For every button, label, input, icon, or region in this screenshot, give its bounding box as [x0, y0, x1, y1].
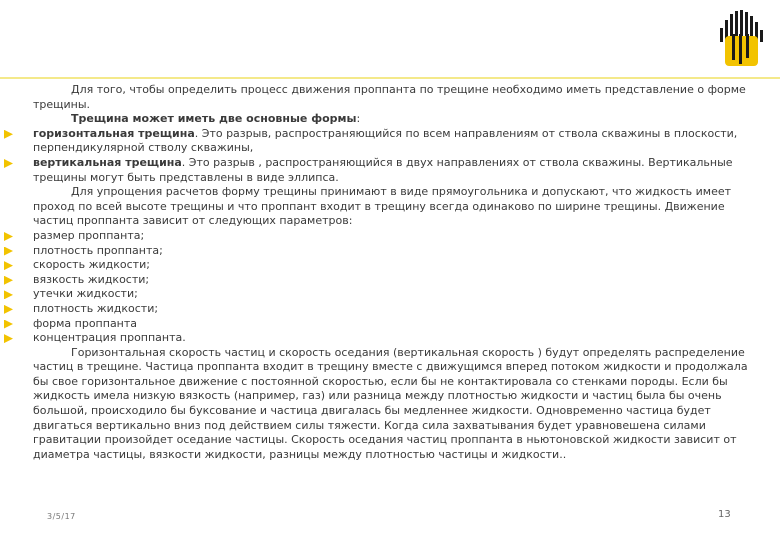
- bullet-arrow-icon: [4, 261, 13, 270]
- slide-content: [33, 83, 765, 462]
- param-text: размер проппанта;: [33, 228, 145, 242]
- forms-heading-bold: Трещина может иметь две основные формы: [71, 112, 357, 126]
- bullet-item-horizontal: [33, 127, 765, 156]
- bullet-arrow-icon: [4, 232, 13, 241]
- param-text: вязкость жидкости;: [33, 272, 150, 286]
- header-divider: [0, 77, 780, 79]
- list-item: [33, 317, 765, 332]
- list-item: [33, 287, 765, 302]
- param-text: утечки жидкости;: [33, 287, 138, 301]
- param-text: форма проппанта: [33, 316, 138, 330]
- footer-date: 3/5/17: [47, 512, 76, 521]
- intro-paragraph: Для того, чтобы определить процесс движения проппанта по трещине необходимо иметь представление о форме трещины.: [33, 83, 746, 111]
- bullet-term: вертикальная трещина: [33, 155, 182, 169]
- bullet-arrow-icon: [4, 334, 13, 343]
- forms-heading-colon: :: [356, 112, 361, 126]
- bullet-arrow-icon: [4, 290, 13, 299]
- bullet-arrow-icon: [4, 320, 13, 329]
- list-item: [33, 273, 765, 288]
- bullet-text: . Это разрыв , распространяющийся в двух направлениях от ствола скважины. Вертикальные трещины могут быть представлены в виде эллипса.: [33, 155, 733, 184]
- list-item: [33, 302, 765, 317]
- bullet-term: горизонтальная трещина: [33, 126, 195, 140]
- bullet-arrow-icon: [4, 130, 13, 139]
- param-text: плотность жидкости;: [33, 301, 159, 315]
- list-item: [33, 258, 765, 273]
- bullet-arrow-icon: [4, 247, 13, 256]
- list-item: [33, 229, 765, 244]
- list-item: [33, 244, 765, 259]
- page-number: 13: [718, 509, 731, 520]
- bullet-arrow-icon: [4, 276, 13, 285]
- list-item: [33, 331, 765, 346]
- param-text: скорость жидкости;: [33, 258, 150, 272]
- param-text: концентрация проппанта.: [33, 331, 186, 345]
- velocity-paragraph: Горизонтальная скорость частиц и скорость оседания (вертикальная скорость ) будут определять распределение частиц в трещине. Частица проппанта входит в трещину вместе с движущимся вперед потоком жидкости и продолжала бы свое горизонтальное движение с постоянной скоростью, если бы не контактировала со стенками породы. Если бы жидкость имела низкую вязкость (например, газ) или разница между плотностью жидкости и частиц была бы очень большой, происходило бы буксование и частица двигалась бы медленнее жидкости. Одновременно частица будет двигаться вертикально вниз под действием силы тяжести. Когда сила захватывания будет уравновешена силами гравитации произойдет оседание частицы. Скорость оседания частиц проппанта в ньютоновской жидкости зависит от диаметра частицы, вязкости жидкости, разницы между плотностью частицы и жидкости..: [33, 345, 748, 461]
- bullet-text: . Это разрыв, распространяющийся по всем направлениям от ствола скважины в плоскости, перпендикулярной стволу скважины,: [33, 126, 738, 155]
- company-logo: [719, 10, 763, 68]
- bullet-arrow-icon: [4, 159, 13, 168]
- simplification-paragraph: Для упрощения расчетов форму трещины принимают в виде прямоугольника и допускают, что жидкость имеет проход по всей высоте трещины и что проппант входит в трещину всегда одинаково по ширине трещины. Движение частиц проппанта зависит от следующих параметров:: [33, 185, 732, 228]
- forms-heading: [33, 112, 765, 127]
- bullet-arrow-icon: [4, 305, 13, 314]
- bullet-item-vertical: [33, 156, 765, 185]
- param-text: плотность проппанта;: [33, 243, 163, 257]
